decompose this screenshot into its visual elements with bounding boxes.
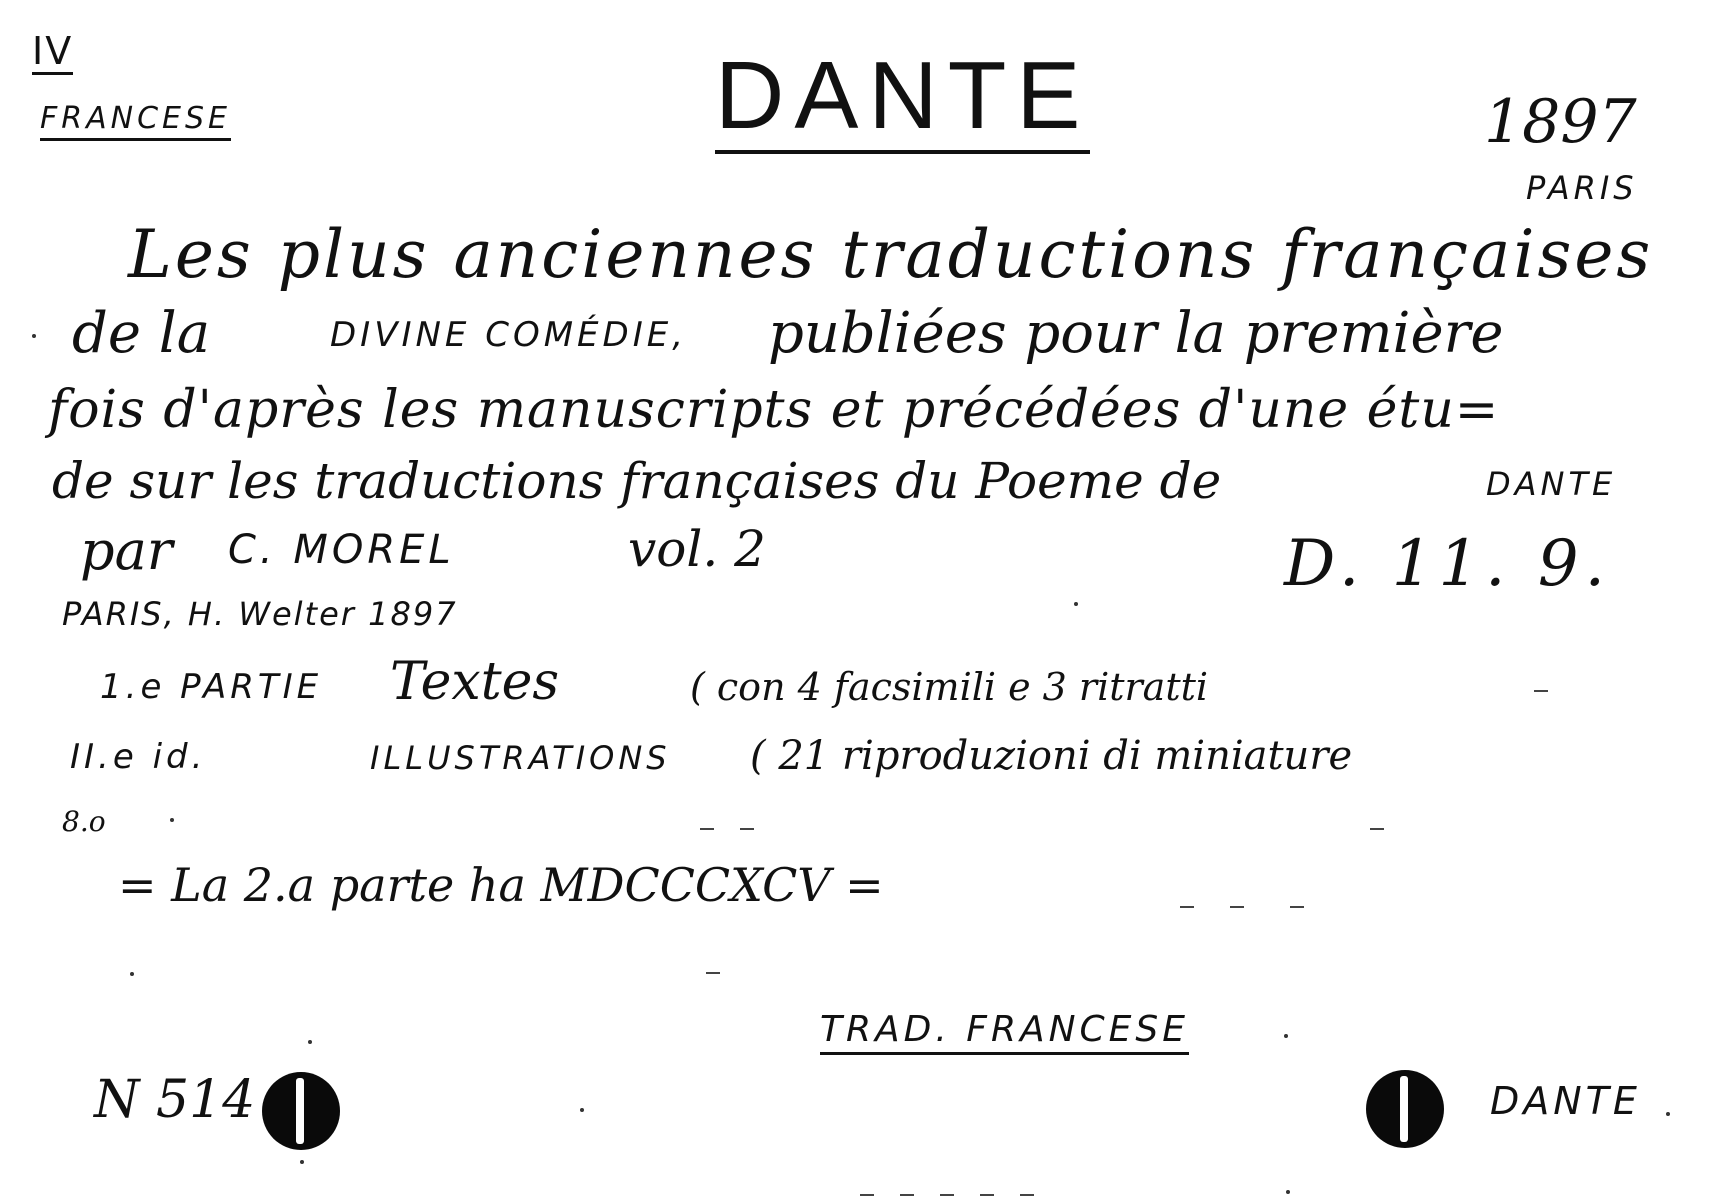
speck-dash [1230, 906, 1244, 908]
part1-note: ( con 4 facsimili e 3 ritratti [690, 665, 1209, 709]
note-line: = La 2.a parte ha MDCCCXCV = [118, 858, 884, 912]
speck [32, 334, 36, 338]
part2-title: ILLUSTRATIONS [370, 739, 671, 777]
place: PARIS [1526, 169, 1638, 207]
part1-number: 1.e PARTIE [100, 667, 323, 707]
speck [170, 818, 174, 822]
speck-dash [1180, 906, 1194, 908]
part2-number: II.e id. [70, 737, 207, 777]
body-line-5a: par [80, 519, 173, 582]
body-line-3: fois d'après les manuscripts et précédées d'une étu= [48, 380, 1500, 440]
speck [300, 1160, 304, 1164]
imprint: PARIS, H. Welter 1897 [62, 595, 458, 633]
speck-dash [1534, 690, 1548, 692]
page-title: DANTE [715, 48, 1090, 154]
body-line-2c: publiées pour la première [768, 301, 1504, 366]
speck-dash [706, 972, 720, 974]
catalog-number: N 514 [94, 1070, 256, 1130]
body-line-4a: de sur les traductions françaises du Poeme de [52, 452, 1222, 510]
punch-hole-left [262, 1072, 340, 1150]
format: 8.o [62, 805, 106, 838]
shelfmark: D. 11. 9. [1284, 527, 1611, 601]
speck-dash [740, 828, 754, 830]
body-line-5c: vol. 2 [628, 520, 766, 578]
speck-dash [940, 1194, 954, 1196]
part1-title: Textes [390, 652, 560, 712]
speck [308, 1040, 312, 1044]
speck [130, 972, 134, 976]
body-line-2b: DIVINE COMÉDIE, [330, 315, 688, 355]
speck-dash [1020, 1194, 1034, 1196]
speck-dash [980, 1194, 994, 1196]
body-line-4b: DANTE [1486, 465, 1617, 503]
punch-hole-right [1366, 1070, 1444, 1148]
speck [580, 1108, 584, 1112]
body-line-5b: C. MOREL [228, 527, 455, 573]
part2-note: ( 21 riproduzioni di miniature [750, 733, 1353, 779]
speck-dash [700, 828, 714, 830]
category-label: TRAD. FRANCESE [820, 1012, 1189, 1055]
body-line-2a: de la [72, 301, 211, 366]
speck-dash [860, 1194, 874, 1196]
year: 1897 [1484, 87, 1637, 157]
speck-dash [1370, 828, 1384, 830]
section-number: IV [32, 29, 74, 73]
body-line-1: Les plus anciennes traductions françaises [128, 216, 1654, 293]
speck [1286, 1190, 1290, 1194]
speck [1284, 1034, 1288, 1038]
language-label: FRANCESE [40, 104, 231, 141]
speck [1666, 1112, 1670, 1116]
speck [1074, 602, 1078, 606]
speck-dash [1290, 906, 1304, 908]
speck-dash [900, 1194, 914, 1196]
author-reference: DANTE [1490, 1079, 1641, 1123]
